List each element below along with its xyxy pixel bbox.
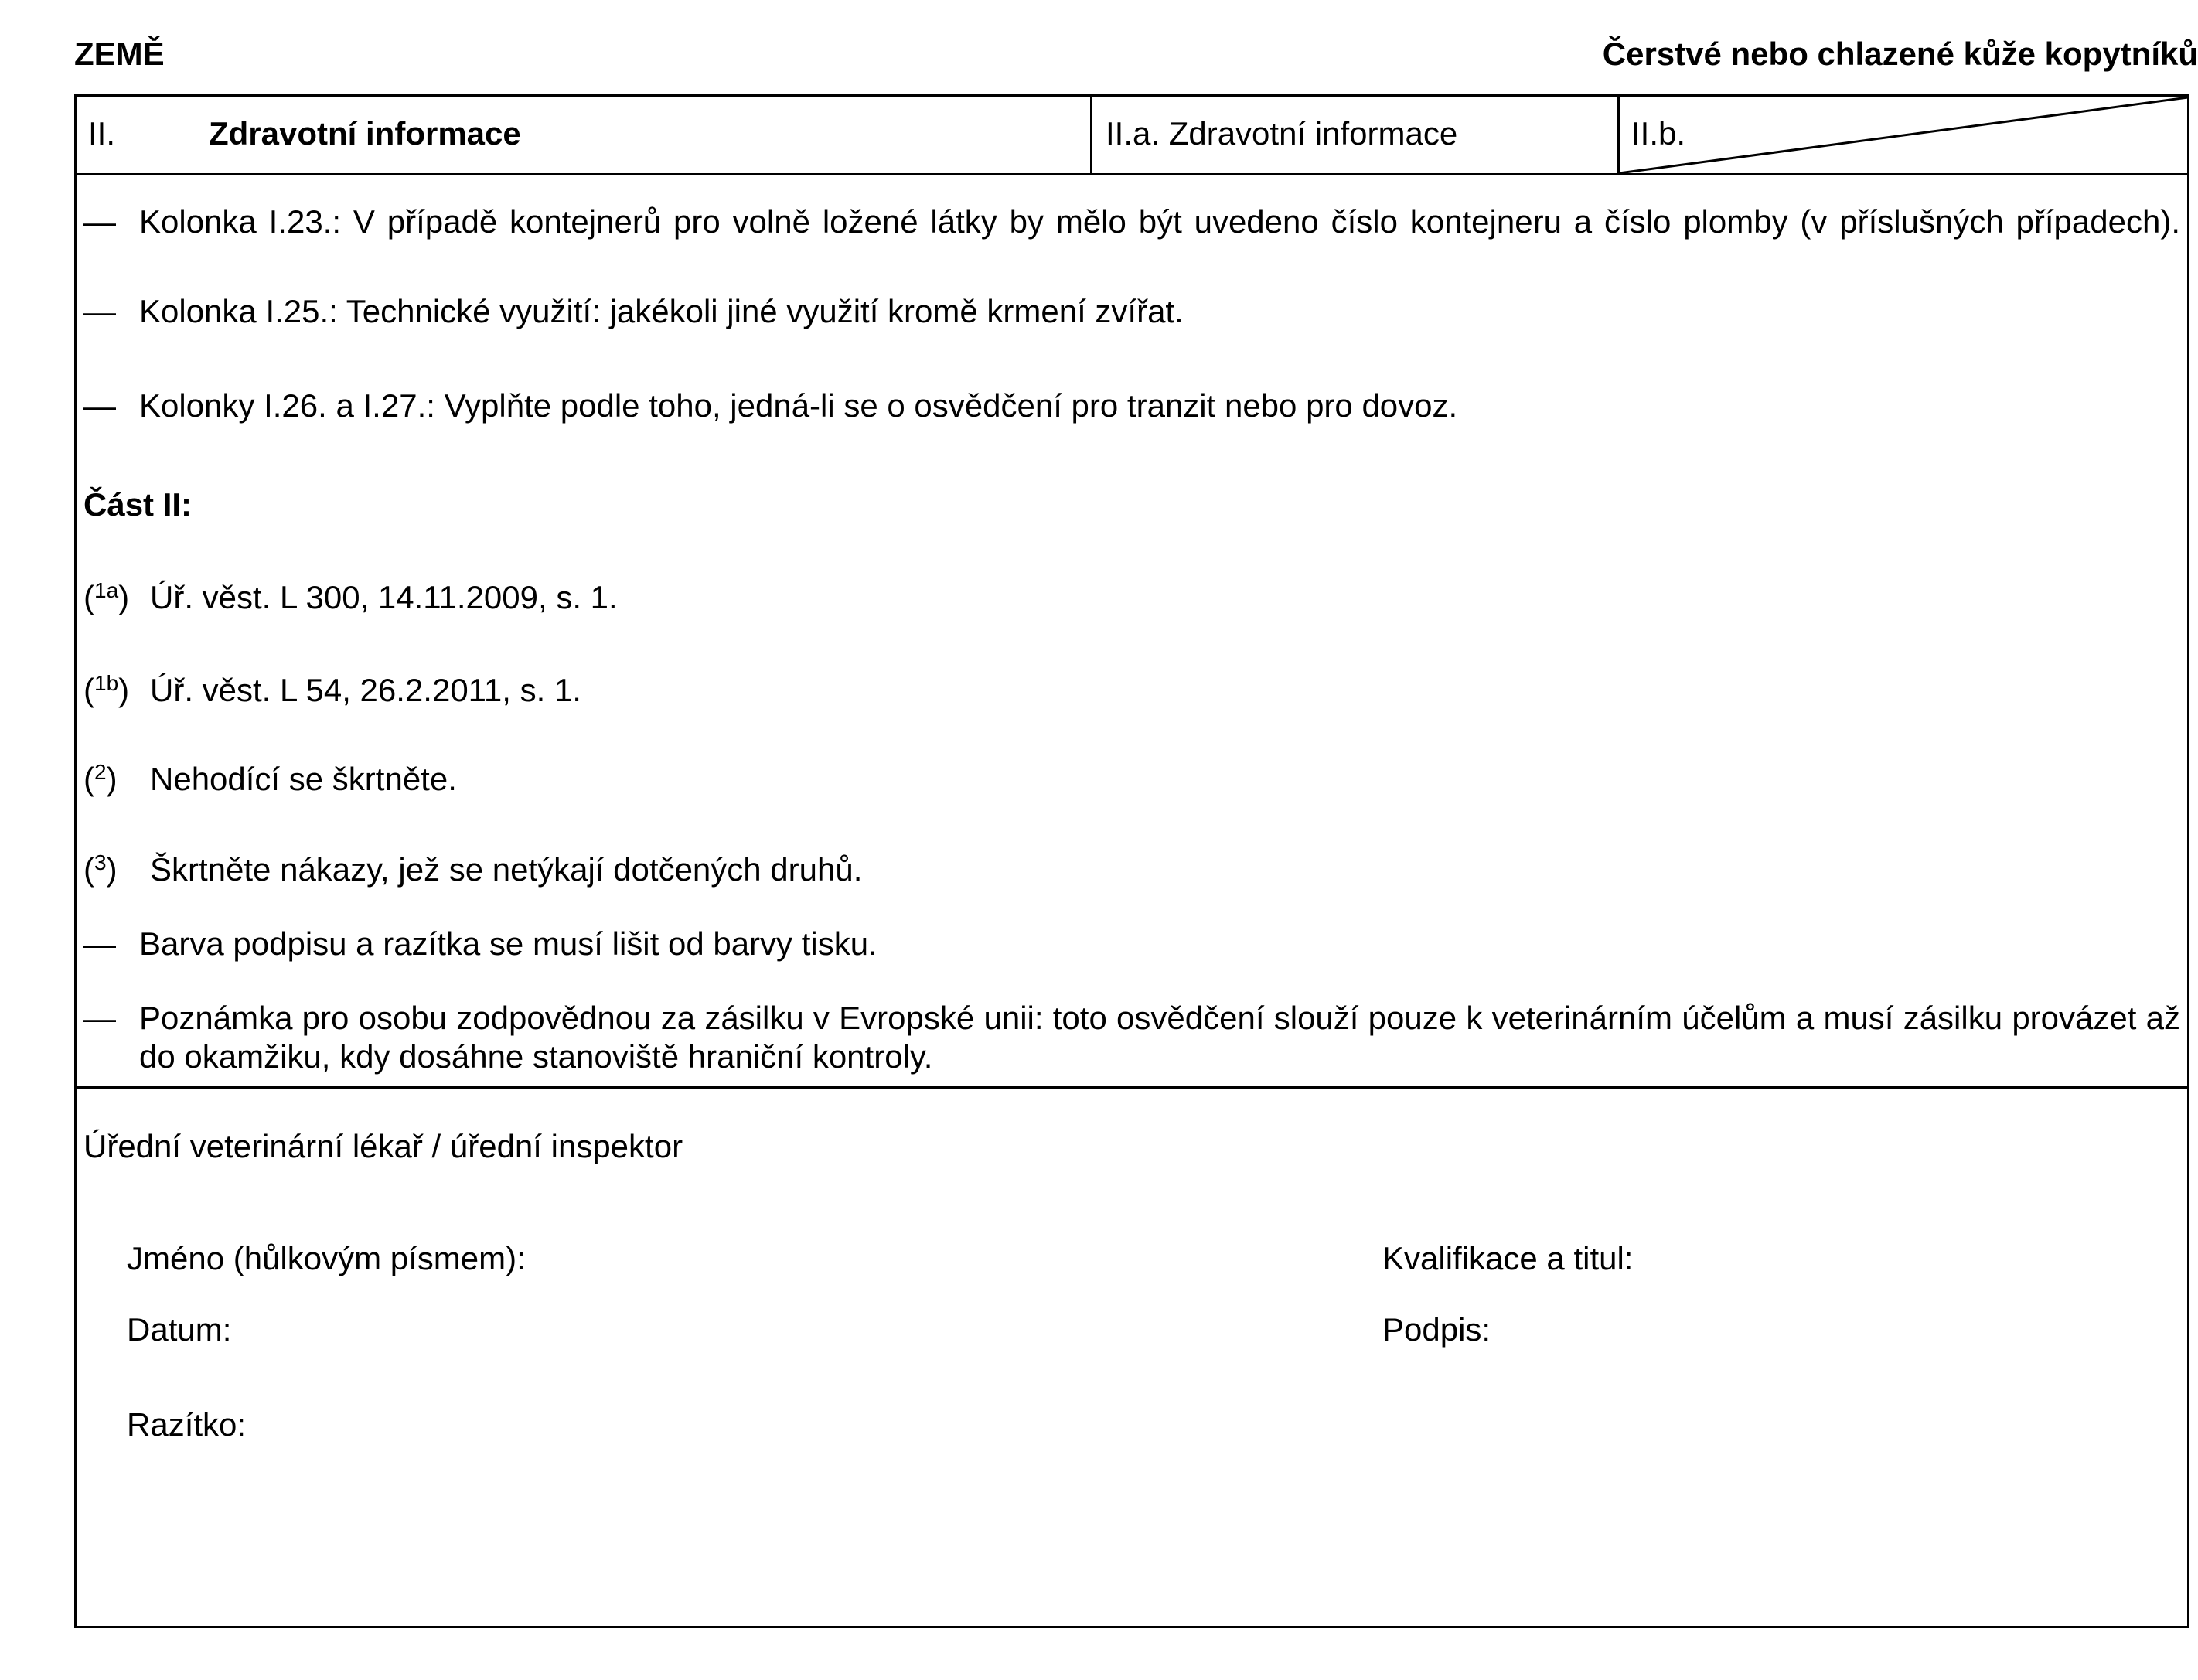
footnote-marker: ($^{1a}$) [83, 578, 130, 615]
footnote-3 [83, 850, 862, 889]
dash-bullet: — [83, 203, 116, 240]
note-text: Kolonky I.26. a I.27.: Vyplňte podle toho, jedná-li se o osvědčení pro tranzit nebo pro dovoz. [139, 387, 1458, 424]
stamp-label: Razítko: [127, 1406, 247, 1443]
footnote-marker: ($^3$) [83, 850, 118, 888]
footnote-text: Nehodící se škrtněte. [150, 761, 457, 797]
note-text: Kolonka I.23.: V případě kontejnerů pro volně ložené látky by mělo být uvedeno číslo kontejneru a číslo plomby (v příslušných případech). [139, 203, 2180, 240]
section-col-b: II.b. [1631, 115, 1686, 152]
dash-bullet: — [83, 1000, 116, 1036]
footnote-2 [83, 760, 457, 799]
qualification-label: Kvalifikace a titul: [1382, 1240, 1634, 1276]
header-divider-1 [1090, 94, 1092, 175]
footnote-1b [83, 671, 581, 710]
official-label: Úřední veterinární lékař / úřední inspektor [83, 1128, 683, 1164]
signature-block-rule [74, 1086, 2189, 1089]
footnote-text: Škrtněte nákazy, jež se netýkají dotčených druhů. [150, 851, 863, 888]
note-box-i25 [83, 292, 2180, 331]
footnote-text: Úř. věst. L 54, 26.2.2011, s. 1. [150, 672, 581, 708]
dash-bullet: — [83, 925, 116, 962]
strike-diagonal [1617, 94, 2189, 175]
section-number: II. [88, 115, 116, 152]
certificate-title: Čerstvé nebo chlazené kůže kopytníků [1602, 36, 2198, 72]
footnote-1a [83, 578, 618, 617]
note-box-i23 [83, 203, 2180, 241]
date-label: Datum: [127, 1311, 232, 1348]
note-text-line-1: Poznámka pro osobu zodpovědnou za zásilku v Evropské unii: toto osvědčení slouží pouze k veterinárním účelům a musí zásilku provázet až [139, 1000, 2180, 1036]
note-text-line-2: do okamžiku, kdy dosáhne stanoviště hraniční kontroly. [139, 1038, 933, 1075]
section-col-a: II.a. Zdravotní informace [1106, 115, 1458, 152]
country-heading: ZEMĚ [74, 36, 165, 72]
dash-bullet: — [83, 387, 116, 424]
note-text: Kolonka I.25.: Technické využití: jakékoli jiné využití kromě krmení zvířat. [139, 293, 1184, 329]
dash-bullet: — [83, 293, 116, 329]
name-label: Jméno (hůlkovým písmem): [127, 1240, 526, 1276]
note-responsible-person [83, 999, 2180, 1076]
note-signature-color [83, 925, 2180, 963]
note-box-i26-i27 [83, 387, 2180, 425]
section-title: Zdravotní informace [209, 115, 521, 152]
signature-label: Podpis: [1382, 1311, 1491, 1348]
footnote-marker: ($^2$) [83, 760, 118, 797]
note-text: Barva podpisu a razítka se musí lišit od barvy tisku. [139, 925, 877, 962]
footnote-marker: ($^{1b}$) [83, 671, 130, 708]
part-heading: Část II: [83, 486, 193, 523]
footnote-text: Úř. věst. L 300, 14.11.2009, s. 1. [150, 579, 618, 615]
